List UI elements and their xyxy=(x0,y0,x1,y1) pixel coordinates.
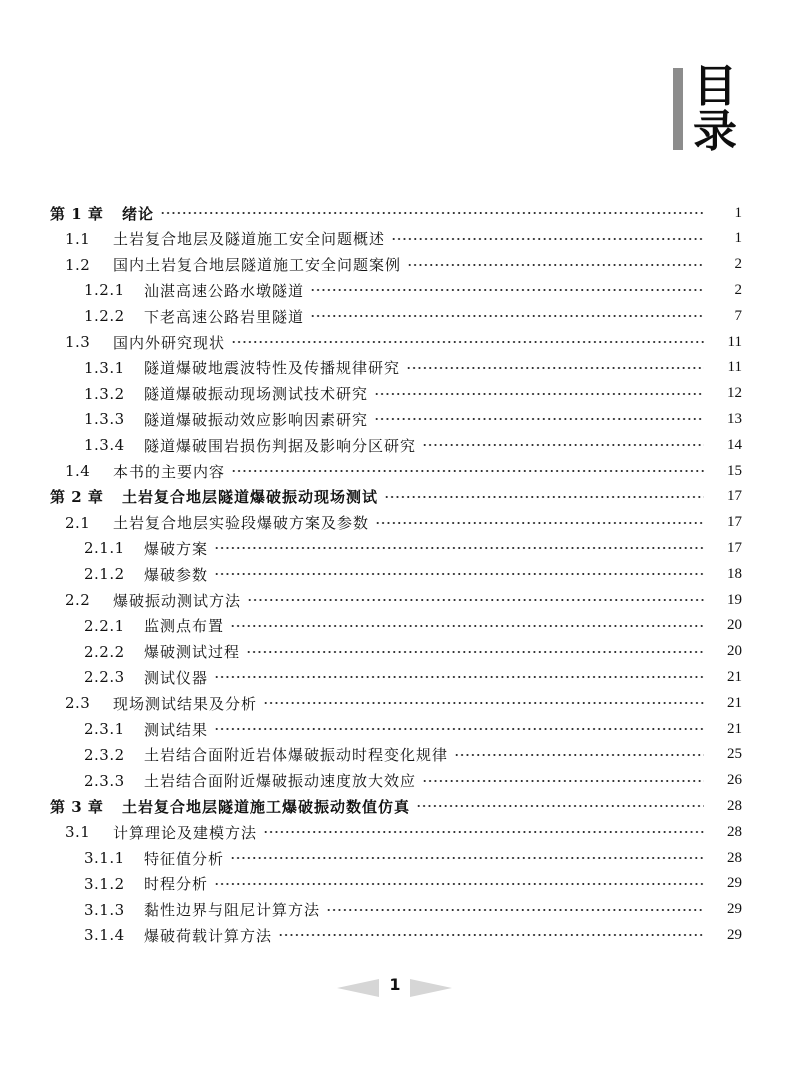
dot-leader xyxy=(278,929,704,941)
toc-section-entry[interactable] xyxy=(0,871,790,897)
toc-section-entry[interactable] xyxy=(0,690,790,716)
dot-leader xyxy=(246,646,704,658)
dot-leader xyxy=(263,826,704,838)
toc-entry-page: 28 xyxy=(727,849,742,866)
toc-entry-number: 1.2.1 xyxy=(84,281,125,300)
toc-entry-number: 2.3.1 xyxy=(84,720,125,738)
toc-entry-number: 3.1 xyxy=(65,823,91,842)
toc-entry-title: 爆破方案 xyxy=(144,539,209,558)
toc-entry-title: 爆破测试过程 xyxy=(144,643,241,662)
toc-section-entry[interactable] xyxy=(0,226,790,252)
toc-entry-page: 11 xyxy=(727,333,742,350)
toc-entry-title: 隧道爆破振动效应影响因素研究 xyxy=(144,410,369,429)
toc-entry-page: 17 xyxy=(727,488,742,505)
toc-entry-number: 2.3 xyxy=(65,694,91,713)
toc-entry-page: 2 xyxy=(734,281,742,298)
toc-chapter-entry[interactable] xyxy=(0,200,790,226)
toc-entry-number: 3.1.3 xyxy=(84,900,125,919)
toc-section-entry[interactable] xyxy=(0,406,790,432)
toc-section-entry[interactable] xyxy=(0,277,790,303)
toc-section-entry[interactable] xyxy=(0,510,790,536)
toc-entry-title: 土岩复合地层实验段爆破方案及参数 xyxy=(113,514,370,533)
dot-leader xyxy=(454,749,704,761)
dot-leader xyxy=(407,259,704,271)
right-arrow-ornament-icon xyxy=(410,979,452,997)
dot-leader xyxy=(214,568,704,580)
toc-entry-page: 29 xyxy=(727,901,742,918)
toc-entry-page: 17 xyxy=(727,539,742,556)
toc-section-entry[interactable] xyxy=(0,303,790,329)
dot-leader xyxy=(214,878,704,890)
toc-entry-page: 18 xyxy=(727,565,742,582)
toc-entry-page: 29 xyxy=(727,926,742,943)
dot-leader xyxy=(384,491,704,503)
toc-entry-title: 测试结果 xyxy=(144,720,209,739)
toc-entry-number: 1.4 xyxy=(65,462,91,480)
dot-leader xyxy=(160,207,704,219)
toc-entry-page: 29 xyxy=(727,875,742,892)
toc-section-entry[interactable] xyxy=(0,329,790,355)
toc-entry-page: 1 xyxy=(734,204,742,221)
toc-entry-page: 13 xyxy=(727,410,742,427)
toc-entry-page: 7 xyxy=(734,307,742,324)
toc-entry-page: 21 xyxy=(727,694,742,711)
dot-leader xyxy=(310,310,704,322)
toc-section-entry[interactable] xyxy=(0,742,790,768)
toc-entry-number: 2.1.1 xyxy=(84,539,125,558)
dot-leader xyxy=(231,465,704,477)
toc-entry-number: 1.3 xyxy=(65,333,91,351)
toc-section-entry[interactable] xyxy=(0,639,790,665)
toc-entry-title: 下老高速公路岩里隧道 xyxy=(144,307,305,326)
toc-entry-number: 1.2 xyxy=(65,255,91,274)
toc-entry-number: 2.3.3 xyxy=(84,771,125,790)
toc-entry-number: 1.1 xyxy=(65,229,91,248)
toc-entry-title: 爆破参数 xyxy=(144,565,209,584)
toc-entry-page: 26 xyxy=(727,772,742,789)
toc-entry-page: 28 xyxy=(727,823,742,840)
toc-entry-title: 汕湛高速公路水墩隧道 xyxy=(144,281,305,300)
toc-entry-title: 监测点布置 xyxy=(144,617,225,636)
toc-entry-page: 17 xyxy=(727,514,742,531)
toc-entry-page: 25 xyxy=(727,746,742,763)
toc-section-entry[interactable] xyxy=(0,845,790,871)
heading-char-1: 目 xyxy=(693,61,737,112)
toc-entry-title: 隧道爆破振动现场测试技术研究 xyxy=(144,385,369,404)
toc-section-entry[interactable] xyxy=(0,458,790,484)
toc-entry-page: 11 xyxy=(727,359,742,376)
dot-leader xyxy=(247,594,704,606)
toc-entry-title: 本书的主要内容 xyxy=(113,462,226,481)
toc-section-entry[interactable] xyxy=(0,819,790,845)
toc-entry-title: 现场测试结果及分析 xyxy=(113,694,258,713)
toc-chapter-entry[interactable] xyxy=(0,793,790,819)
dot-leader xyxy=(214,671,704,683)
toc-entry-number: 2.1 xyxy=(65,513,91,532)
toc-section-entry[interactable] xyxy=(0,922,790,948)
toc-entry-title: 隧道爆破地震波特性及传播规律研究 xyxy=(144,359,401,378)
heading-char-2: 录 xyxy=(693,106,737,157)
dot-leader xyxy=(230,620,704,632)
toc-entry-title: 测试仪器 xyxy=(144,668,209,687)
toc-entry-number: 1.3.1 xyxy=(84,358,125,377)
toc-entry-title: 黏性边界与阻尼计算方法 xyxy=(144,901,321,920)
toc-entry-title: 爆破荷载计算方法 xyxy=(144,926,273,945)
toc-entry-number: 2.2 xyxy=(65,591,91,609)
toc-entry-title: 土岩结合面附近爆破振动速度放大效应 xyxy=(144,772,417,791)
toc-entry-page: 1 xyxy=(734,230,742,247)
toc-section-entry[interactable] xyxy=(0,664,790,690)
toc-entry-title: 国内土岩复合地层隧道施工安全问题案例 xyxy=(113,256,402,275)
toc-entry-number: 3.1.4 xyxy=(84,926,125,945)
dot-leader xyxy=(374,388,704,400)
toc-section-entry[interactable] xyxy=(0,716,790,742)
heading-accent-bar xyxy=(673,68,683,150)
dot-leader xyxy=(406,362,704,374)
toc-entry-title: 隧道爆破围岩损伤判据及影响分区研究 xyxy=(144,436,417,455)
toc-entry-number: 2.3.2 xyxy=(84,745,125,764)
dot-leader xyxy=(422,439,704,451)
toc-entry-number: 1.2.2 xyxy=(84,307,125,326)
toc-entry-number: 第 1 章 xyxy=(50,204,104,223)
toc-entry-title: 土岩复合地层隧道爆破振动现场测试 xyxy=(122,488,379,507)
dot-leader xyxy=(230,852,704,864)
toc-section-entry[interactable] xyxy=(0,535,790,561)
toc-entry-number: 2.1.2 xyxy=(84,565,125,584)
toc-entry-number: 3.1.1 xyxy=(84,849,125,867)
toc-entry-page: 21 xyxy=(727,668,742,685)
toc-entry-number: 2.2.2 xyxy=(84,642,125,661)
toc-section-entry[interactable] xyxy=(0,252,790,278)
toc-section-entry[interactable] xyxy=(0,381,790,407)
toc-entry-title: 土岩复合地层及隧道施工安全问题概述 xyxy=(113,230,386,249)
toc-entry-page: 12 xyxy=(727,385,742,402)
toc-entry-title: 爆破振动测试方法 xyxy=(113,591,242,610)
toc-entry-number: 第 3 章 xyxy=(50,797,104,816)
toc-section-entry[interactable] xyxy=(0,613,790,639)
toc-entry-page: 14 xyxy=(727,436,742,453)
toc-entry-title: 特征值分析 xyxy=(144,849,225,868)
toc-entry-title: 绪论 xyxy=(122,204,155,223)
toc-entry-number: 2.2.3 xyxy=(84,668,125,687)
dot-leader xyxy=(310,284,704,296)
toc-entry-number: 2.2.1 xyxy=(84,616,125,635)
toc-entry-number: 1.3.2 xyxy=(84,384,125,403)
toc-section-entry[interactable] xyxy=(0,897,790,923)
dot-leader xyxy=(416,800,704,812)
toc-entry-number: 3.1.2 xyxy=(84,874,125,893)
dot-leader xyxy=(326,904,704,916)
dot-leader xyxy=(375,517,704,529)
page-number: 1 xyxy=(389,975,401,994)
dot-leader xyxy=(214,723,704,735)
dot-leader xyxy=(263,697,704,709)
toc-section-entry[interactable] xyxy=(0,561,790,587)
toc-entry-title: 计算理论及建模方法 xyxy=(113,823,258,842)
toc-entry-page: 20 xyxy=(727,643,742,660)
toc-entry-page: 21 xyxy=(727,720,742,737)
toc-entry-page: 19 xyxy=(727,591,742,608)
dot-leader xyxy=(391,233,704,245)
dot-leader xyxy=(214,542,704,554)
dot-leader xyxy=(422,775,704,787)
toc-section-entry[interactable] xyxy=(0,432,790,458)
dot-leader xyxy=(231,336,704,348)
page-footer xyxy=(0,973,790,1003)
toc-entry-title: 国内外研究现状 xyxy=(113,333,226,352)
toc-entry-number: 1.3.4 xyxy=(84,436,125,455)
toc-entry-number: 第 2 章 xyxy=(50,488,104,507)
toc-section-entry[interactable] xyxy=(0,587,790,613)
toc-entry-number: 1.3.3 xyxy=(84,410,125,429)
left-arrow-ornament-icon xyxy=(337,979,379,997)
toc-section-entry[interactable] xyxy=(0,768,790,794)
dot-leader xyxy=(374,413,704,425)
toc-entry-title: 土岩复合地层隧道施工爆破振动数值仿真 xyxy=(122,797,411,816)
toc-entry-page: 20 xyxy=(727,617,742,634)
toc-entry-title: 时程分析 xyxy=(144,875,209,894)
toc-entry-page: 28 xyxy=(727,797,742,814)
toc-section-entry[interactable] xyxy=(0,355,790,381)
toc-entry-page: 15 xyxy=(727,462,742,479)
toc-chapter-entry[interactable] xyxy=(0,484,790,510)
toc-entry-page: 2 xyxy=(734,256,742,273)
toc-entry-title: 土岩结合面附近岩体爆破振动时程变化规律 xyxy=(144,746,449,765)
